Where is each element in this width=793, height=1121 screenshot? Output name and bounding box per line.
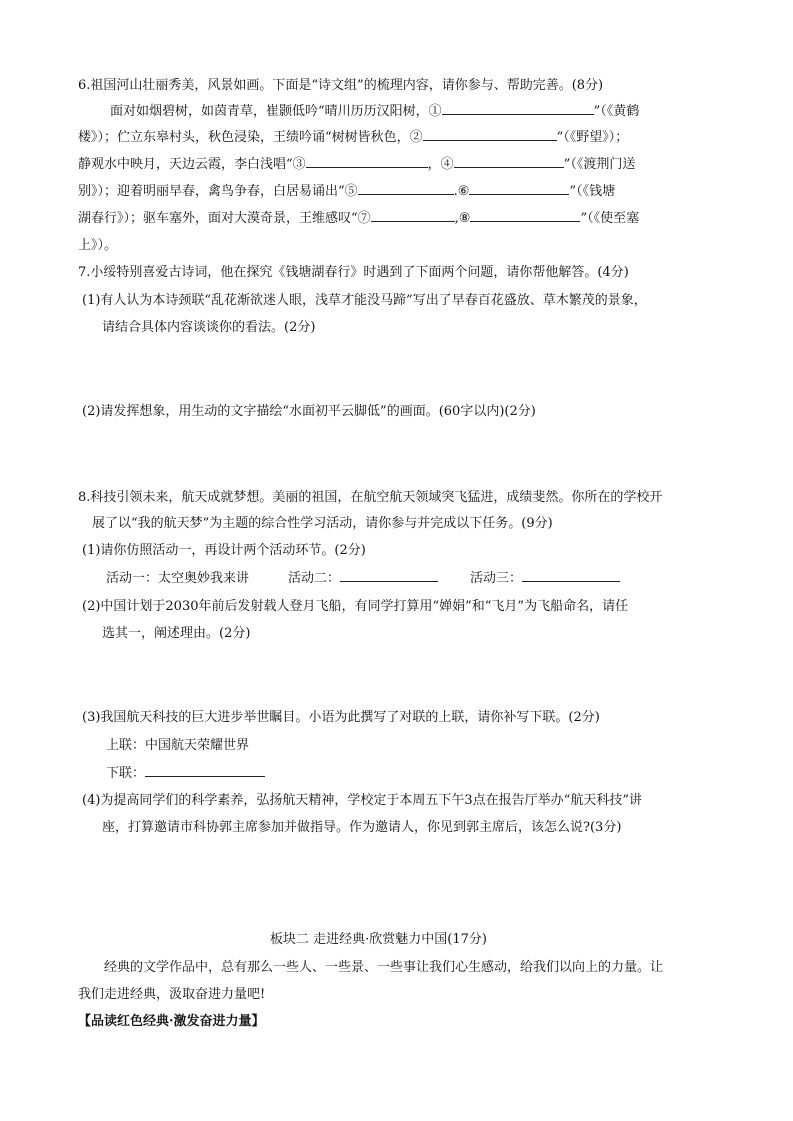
q6-stem: 6.祖国河山壮丽秀美，风景如画。下面是“诗文组”的梳理内容，请你参与、帮助完善。(8分): [78, 78, 604, 93]
q8-part-2-cont: 选其一，阐述理由。(2分): [102, 626, 251, 641]
q6-text: ”（《使至塞: [580, 211, 640, 226]
q6-text: 面对如烟碧树，如茵青草，崔颢低吟“晴川历历汉阳树，①: [110, 104, 442, 119]
q7-part-1: (1)有人认为本诗颈联“乱花渐欲迷人眼，浅草才能没马蹄”写出了早春百花盛放、草木繁茂的景象，: [82, 293, 647, 308]
q8-part-4-cont: 座，打算邀请市科协郭主席参加并做指导。作为邀请人，你见到郭主席后，该怎么说?(3分): [102, 820, 622, 835]
q7-part-1-cont: 请结合具体内容谈谈你的看法。(2分): [102, 320, 316, 335]
q8-activity-3: [470, 569, 620, 589]
couplet-upper: 上联：中国航天荣耀世界: [106, 738, 250, 753]
q6-line-2: [110, 102, 639, 122]
q6-text: ,⑧: [454, 211, 471, 226]
couplet-lower-blank[interactable]: [145, 764, 265, 777]
q8-part-3: (3)我国航天科技的巨大进步举世瞩目。小语为此撰写了对联的上联，请你补写下联。(2分): [82, 710, 600, 725]
q6-line-5: [78, 182, 615, 202]
q8-activity-1: 活动一：太空奥妙我来讲: [106, 571, 250, 586]
couplet-lower: [106, 764, 265, 784]
q6-line-4: [78, 155, 635, 175]
q6-text: 静观水中映月，天边云霞，李白浅唱“③: [78, 157, 306, 172]
q6-text: ”（《黄鹤: [593, 104, 640, 119]
q6-line-3: [78, 128, 628, 148]
q7-part-2: (2)请发挥想象，用生动的文字描绘“水面初平云脚低”的画面。(60字以内)(2分): [82, 404, 536, 419]
q6-text: .⑥: [453, 184, 470, 199]
q8-activity-2: [288, 569, 438, 589]
q8-stem-cont: 展了以“我的航天梦”为主题的综合性学习活动，请你参与并完成以下任务。(9分): [92, 516, 553, 531]
q6-text: ”（《渡荆门送: [563, 157, 636, 172]
q6-text: 湖春行》）；驱车塞外，面对大漠奇景，王维感叹“⑦: [78, 211, 371, 226]
q7-stem: 7.小绥特别喜爱古诗词，他在探究《钱塘湖春行》时遇到了下面两个问题，请你帮他解答。(4分): [78, 265, 629, 280]
section-2-title: 板块二 走进经典·欣赏魅力中国(17分): [270, 932, 487, 947]
q6-line-7: 上》）。: [78, 238, 118, 253]
q8-part-4: (4)为提高同学们的科学素养，弘扬航天精神，学校定于本周五下午3点在报告厅举办“航天科技”讲: [82, 793, 642, 808]
activity-2-label: 活动二：: [288, 571, 341, 586]
activity-3-blank[interactable]: [522, 569, 620, 582]
q8-part-1: (1)请你仿照活动一，再设计两个活动环节。(2分): [82, 543, 366, 558]
answer-blank-3[interactable]: [306, 155, 428, 168]
q6-text: 楼》）；伫立东皋村头，秋色浸染，王绩吟诵“树树皆秋色，②: [78, 130, 423, 145]
activity-3-label: 活动三：: [470, 571, 523, 586]
answer-blank-6[interactable]: [469, 182, 569, 195]
section-2-intro: 经典的文学作品中，总有那么一些人、一些景、一些事让我们心生感动，给我们以向上的力量。让: [104, 960, 664, 975]
q8-part-2: (2)中国计划于2030年前后发射载人登月飞船，有同学打算用“婵娟”和“飞月”为飞船命名，请任: [82, 599, 629, 614]
couplet-lower-label: 下联：: [106, 766, 146, 781]
activity-2-blank[interactable]: [340, 569, 438, 582]
answer-blank-8[interactable]: [470, 209, 580, 222]
section-2-intro-cont: 我们走进经典，汲取奋进力量吧!: [78, 987, 266, 1002]
q6-text: ”（《钱塘: [569, 184, 616, 199]
answer-blank-2[interactable]: [423, 128, 557, 141]
q8-stem: 8.科技引领未来，航天成就梦想。美丽的祖国，在航空航天领域突飞猛进，成绩斐然。你所在的学校开: [78, 490, 663, 505]
q6-line-6: [78, 209, 639, 229]
q6-text: 别》）；迎着明丽早春，禽鸟争春，白居易诵出“⑤: [78, 184, 358, 199]
answer-blank-1[interactable]: [442, 102, 594, 115]
q6-text: ”（《野望》）；: [556, 130, 629, 145]
q6-text: ，④: [427, 157, 454, 172]
answer-blank-4[interactable]: [454, 155, 564, 168]
section-2-subheading: 【品读红色经典·激发奋进力量】: [78, 1014, 265, 1029]
answer-blank-7[interactable]: [371, 209, 455, 222]
answer-blank-5[interactable]: [358, 182, 454, 195]
